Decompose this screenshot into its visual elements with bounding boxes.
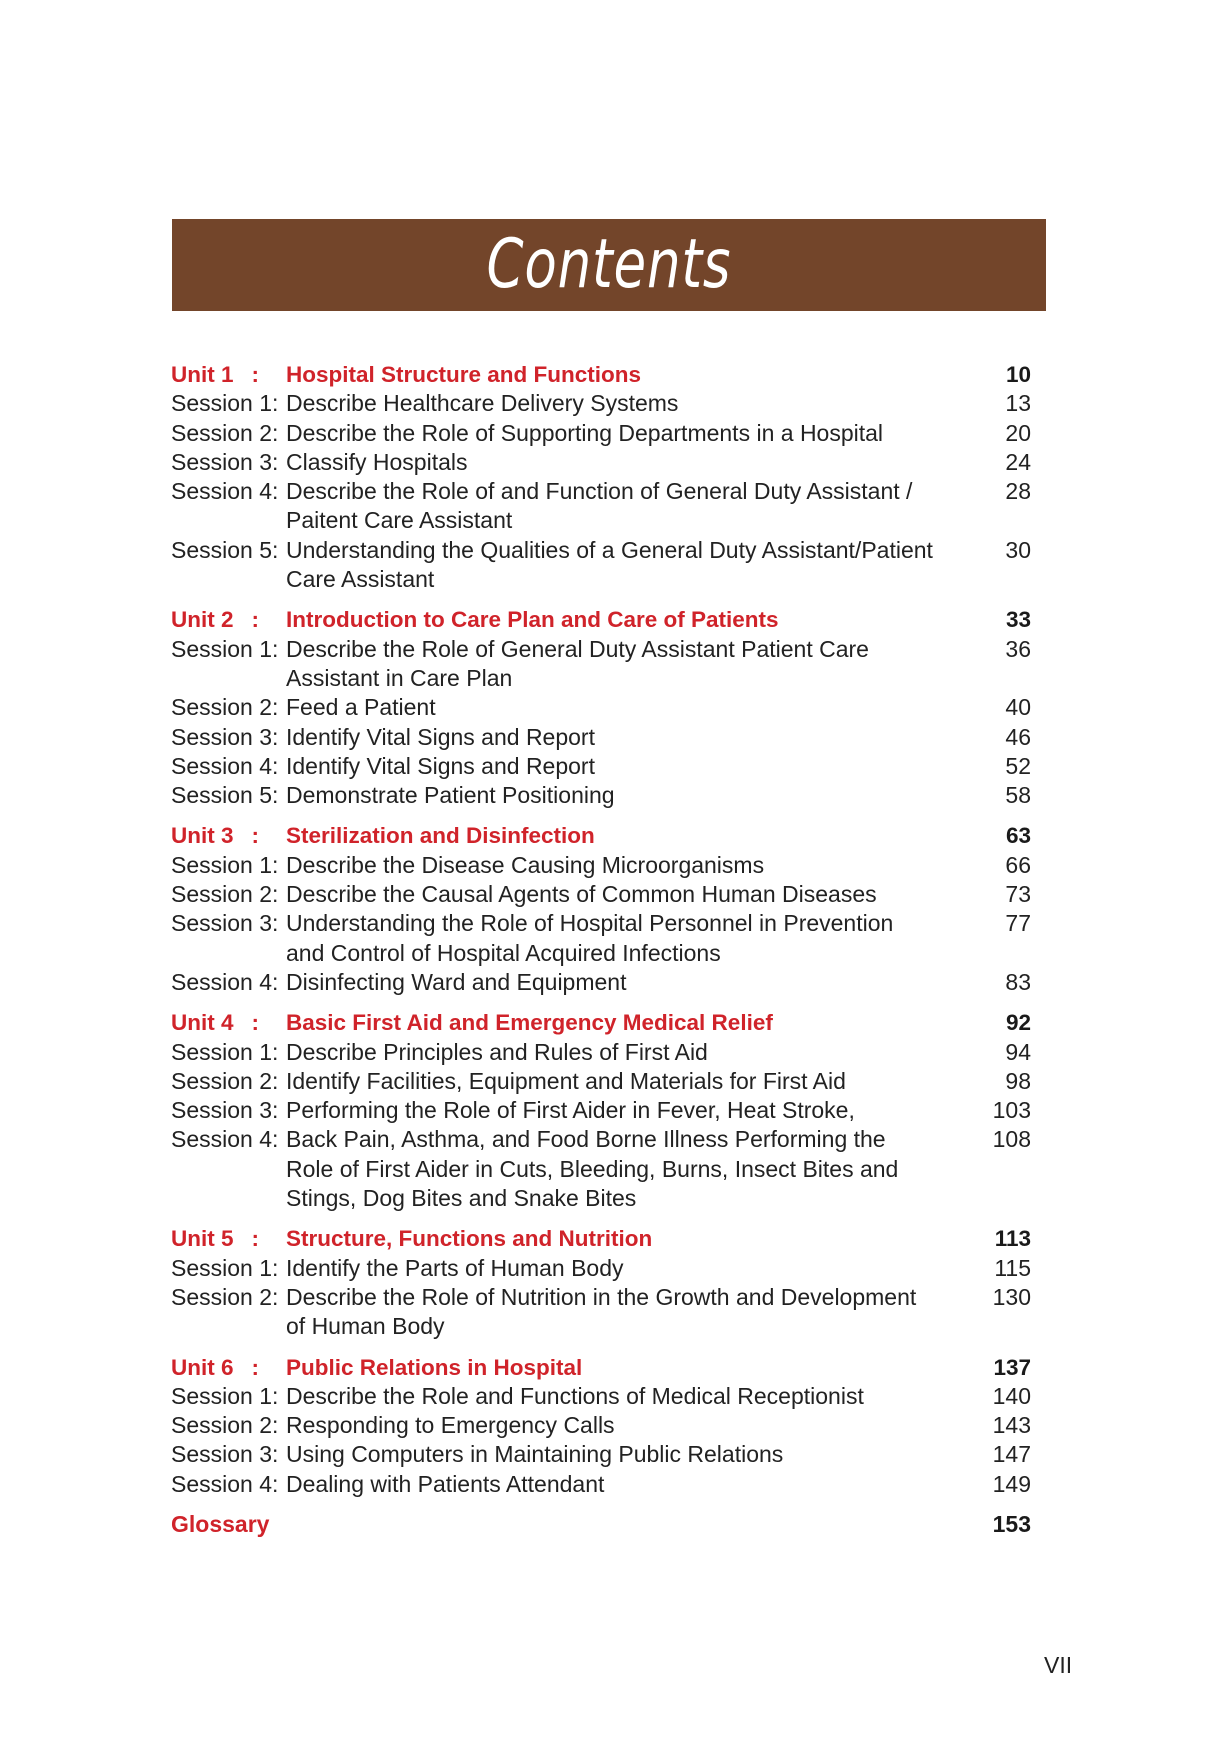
session-page-number: 108 [992,1126,1031,1153]
session-title: Back Pain, Asthma, and Food Borne Illness Performing the [286,1126,886,1153]
session-label: Session 3: [171,723,279,750]
session-page-number: 94 [1005,1038,1031,1065]
session-row[interactable] [171,781,1031,810]
unit-heading-row[interactable] [171,605,1031,634]
session-row[interactable] [171,880,1031,909]
session-label: Session 4: [171,478,279,505]
unit-heading-row[interactable] [171,821,1031,850]
session-title: Identify Vital Signs and Report [286,723,595,750]
session-row[interactable] [171,448,1031,477]
session-row[interactable] [171,477,1031,506]
session-page-number: 24 [1005,448,1031,475]
session-page-number: 149 [992,1470,1031,1497]
unit-heading-row[interactable] [171,1224,1031,1253]
session-row[interactable] [171,1411,1031,1440]
glossary-page-number: 153 [992,1510,1031,1537]
session-label: Session 3: [171,910,279,937]
session-continuation-row [171,506,1031,535]
glossary-row[interactable] [171,1510,1031,1539]
session-page-number: 46 [1005,723,1031,750]
session-title: Dealing with Patients Attendant [286,1470,605,1497]
session-row[interactable] [171,1283,1031,1312]
session-label: Session 5: [171,782,279,809]
session-title: Describe the Role of General Duty Assistant Patient Care [286,635,869,662]
session-row[interactable] [171,1038,1031,1067]
unit-heading-row[interactable] [171,1008,1031,1037]
session-title: Describe the Role of Supporting Departments in a Hospital [286,419,884,446]
session-title: Describe the Causal Agents of Common Human Diseases [286,881,877,908]
session-page-number: 13 [1005,390,1031,417]
unit-page-number: 10 [1005,362,1031,387]
session-title-continuation: Role of First Aider in Cuts, Bleeding, Burns, Insect Bites and [286,1155,899,1182]
session-title: Disinfecting Ward and Equipment [286,968,627,995]
unit-page-number: 33 [1005,607,1031,633]
session-row[interactable] [171,1470,1031,1499]
session-title: Describe Healthcare Delivery Systems [286,390,679,417]
unit-label [171,1353,286,1382]
session-label: Session 1: [171,851,279,878]
session-page-number: 130 [992,1283,1031,1310]
unit-separator: : [251,1010,259,1036]
session-page-number: 52 [1005,752,1031,779]
session-label: Session 2: [171,1067,279,1094]
session-title: Identify the Parts of Human Body [286,1254,624,1281]
unit-number: Unit 4 [171,1010,234,1036]
session-title-continuation: Care Assistant [286,566,435,593]
unit-1-block [171,360,1031,594]
session-title-continuation: and Control of Hospital Acquired Infections [286,939,721,966]
session-page-number: 98 [1005,1067,1031,1094]
session-page-number: 40 [1005,694,1031,721]
unit-title: Basic First Aid and Emergency Medical Relief [286,1010,773,1036]
session-label: Session 2: [171,881,279,908]
session-page-number: 36 [1005,635,1031,662]
unit-title: Public Relations in Hospital [286,1354,583,1380]
session-label: Session 1: [171,1038,279,1065]
session-row[interactable] [171,752,1031,781]
session-label: Session 1: [171,635,279,662]
unit-page-number: 113 [994,1226,1031,1252]
session-title-continuation: Stings, Dog Bites and Snake Bites [286,1185,637,1212]
session-title: Using Computers in Maintaining Public Relations [286,1441,784,1468]
session-row[interactable] [171,1125,1031,1154]
unit-number: Unit 2 [171,607,234,633]
session-continuation-row [171,565,1031,594]
session-label: Session 5: [171,536,279,563]
session-title: Describe the Role of and Function of General Duty Assistant / [286,478,913,505]
unit-4-block [171,1008,1031,1213]
session-row[interactable] [171,536,1031,565]
session-title: Feed a Patient [286,694,436,721]
session-label: Session 1: [171,390,279,417]
session-label: Session 1: [171,1382,279,1409]
glossary-label: Glossary [171,1510,270,1537]
session-title: Describe Principles and Rules of First Aid [286,1038,708,1065]
session-row[interactable] [171,419,1031,448]
unit-3-block [171,821,1031,997]
unit-5-block [171,1224,1031,1341]
unit-page-number: 137 [993,1354,1031,1380]
session-row[interactable] [171,1382,1031,1411]
unit-number: Unit 3 [171,823,234,849]
session-label: Session 2: [171,1283,279,1310]
session-title: Understanding the Role of Hospital Personnel in Prevention [286,910,894,937]
session-page-number: 58 [1005,782,1031,809]
unit-title: Structure, Functions and Nutrition [286,1226,653,1252]
session-label: Session 3: [171,1441,279,1468]
unit-label [171,605,286,634]
session-page-number: 143 [992,1412,1031,1439]
unit-number: Unit 6 [171,1354,234,1380]
session-page-number: 83 [1005,968,1031,995]
unit-title: Introduction to Care Plan and Care of Patients [286,607,779,633]
session-title: Describe the Role and Functions of Medical Receptionist [286,1382,864,1409]
unit-title: Sterilization and Disinfection [286,823,595,849]
unit-heading-row[interactable] [171,360,1031,389]
session-page-number: 140 [992,1382,1031,1409]
session-label: Session 3: [171,1097,279,1124]
unit-label [171,1008,286,1037]
session-label: Session 4: [171,968,279,995]
unit-2-block [171,605,1031,810]
session-row[interactable] [171,1096,1031,1125]
session-title: Describe the Disease Causing Microorganisms [286,851,765,878]
page-title: Contents [486,225,732,304]
session-title: Performing the Role of First Aider in Fever, Heat Stroke, [286,1097,855,1124]
session-page-number: 66 [1005,851,1031,878]
unit-label [171,821,286,850]
session-label: Session 4: [171,752,279,779]
session-row[interactable] [171,968,1031,997]
session-page-number: 28 [1005,478,1031,505]
session-page-number: 103 [992,1097,1031,1124]
session-title: Identify Facilities, Equipment and Materials for First Aid [286,1067,846,1094]
session-row[interactable] [171,635,1031,664]
unit-6-block [171,1353,1031,1499]
session-row[interactable] [171,1254,1031,1283]
session-title: Classify Hospitals [286,448,468,475]
session-title: Identify Vital Signs and Report [286,752,595,779]
unit-heading-row[interactable] [171,1353,1031,1382]
unit-separator: : [251,823,259,849]
unit-separator: : [251,1226,259,1252]
session-continuation-row [171,1155,1031,1184]
unit-title: Hospital Structure and Functions [286,362,642,387]
session-row[interactable] [171,851,1031,880]
unit-label [171,1224,286,1253]
session-label: Session 2: [171,1412,279,1439]
session-continuation-row [171,1312,1031,1341]
session-continuation-row [171,939,1031,968]
session-title: Demonstrate Patient Positioning [286,782,615,809]
session-title: Responding to Emergency Calls [286,1412,615,1439]
session-title: Describe the Role of Nutrition in the Growth and Development [286,1283,917,1310]
session-title-continuation: of Human Body [286,1313,445,1340]
unit-separator: : [251,607,259,633]
session-label: Session 2: [171,419,279,446]
session-row[interactable] [171,723,1031,752]
unit-page-number: 92 [1005,1010,1031,1036]
contents-banner [172,219,1046,311]
session-row[interactable] [171,693,1031,722]
session-title: Understanding the Qualities of a General Duty Assistant/Patient [286,536,933,563]
unit-separator: : [251,1354,259,1380]
unit-label [171,360,286,389]
session-label: Session 3: [171,448,279,475]
session-title-continuation: Assistant in Care Plan [286,664,513,691]
session-page-number: 30 [1005,536,1031,563]
unit-number: Unit 1 [171,362,234,387]
unit-page-number: 63 [1005,823,1031,849]
session-label: Session 4: [171,1470,279,1497]
session-title-continuation: Paitent Care Assistant [286,507,513,534]
folio-page-number: VII [1044,1652,1073,1678]
session-page-number: 115 [994,1254,1031,1281]
session-label: Session 4: [171,1126,279,1153]
session-continuation-row [171,1184,1031,1213]
session-continuation-row [171,664,1031,693]
session-row[interactable] [171,1440,1031,1469]
session-page-number: 77 [1005,910,1031,937]
session-page-number: 20 [1005,419,1031,446]
table-of-contents [171,360,1031,1539]
session-label: Session 1: [171,1254,279,1281]
session-row[interactable] [171,909,1031,938]
unit-separator: : [251,362,259,387]
session-page-number: 147 [992,1441,1031,1468]
session-row[interactable] [171,1067,1031,1096]
session-label: Session 2: [171,694,279,721]
session-row[interactable] [171,389,1031,418]
session-page-number: 73 [1005,881,1031,908]
unit-number: Unit 5 [171,1226,234,1252]
